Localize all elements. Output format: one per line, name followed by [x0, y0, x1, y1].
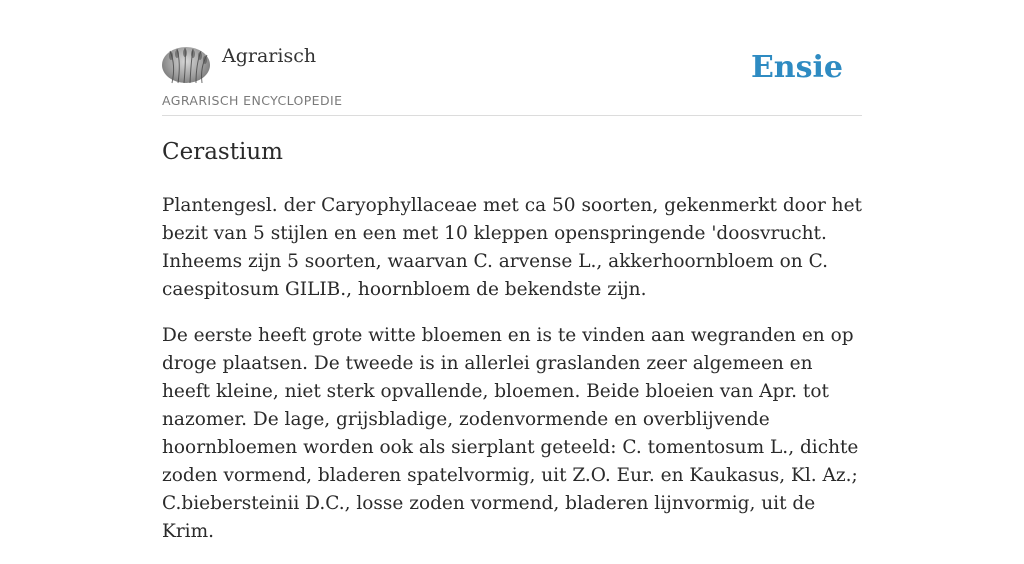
category-subtitle: AGRARISCH ENCYCLOPEDIE [162, 93, 343, 108]
article-title: Cerastium [162, 139, 283, 165]
article-paragraph: De eerste heeft grote witte bloemen en is te vinden aan wegranden en op droge plaatsen. De tweede is in allerlei graslanden zeer algemeen en heeft kleine, niet sterk opvallende, bloemen. Beide bloeien van Apr. tot nazomer. De lage, grijsbladige, zodenvormende en overblijvende hoornbloemen worden ook als sierplant geteeld: C. tomentosum L., dichte zoden vormend, bladeren spatelvormig, uit Z.O. Eur. en Kaukasus, Kl. Az.; C.biebersteinii D.C., losse zoden vormend, bladeren lijnvormig, uit de Krim. [162, 325, 859, 542]
article-body [162, 192, 862, 564]
site-logo[interactable]: Ensie [750, 50, 843, 85]
article-paragraph: Plantengesl. der Caryophyllaceae met ca 50 soorten, gekenmerkt door het bezit van 5 stijlen en een met 10 kleppen openspringende 'doosvrucht. Inheems zijn 5 soorten, waarvan C. arvense L., akkerhoornbloem on C. caespitosum GILIB., hoornbloem de bekendste zijn. [162, 195, 862, 300]
wheat-grain-icon[interactable] [162, 47, 210, 83]
category-title[interactable]: Agrarisch [222, 45, 317, 67]
site-header [162, 0, 862, 116]
